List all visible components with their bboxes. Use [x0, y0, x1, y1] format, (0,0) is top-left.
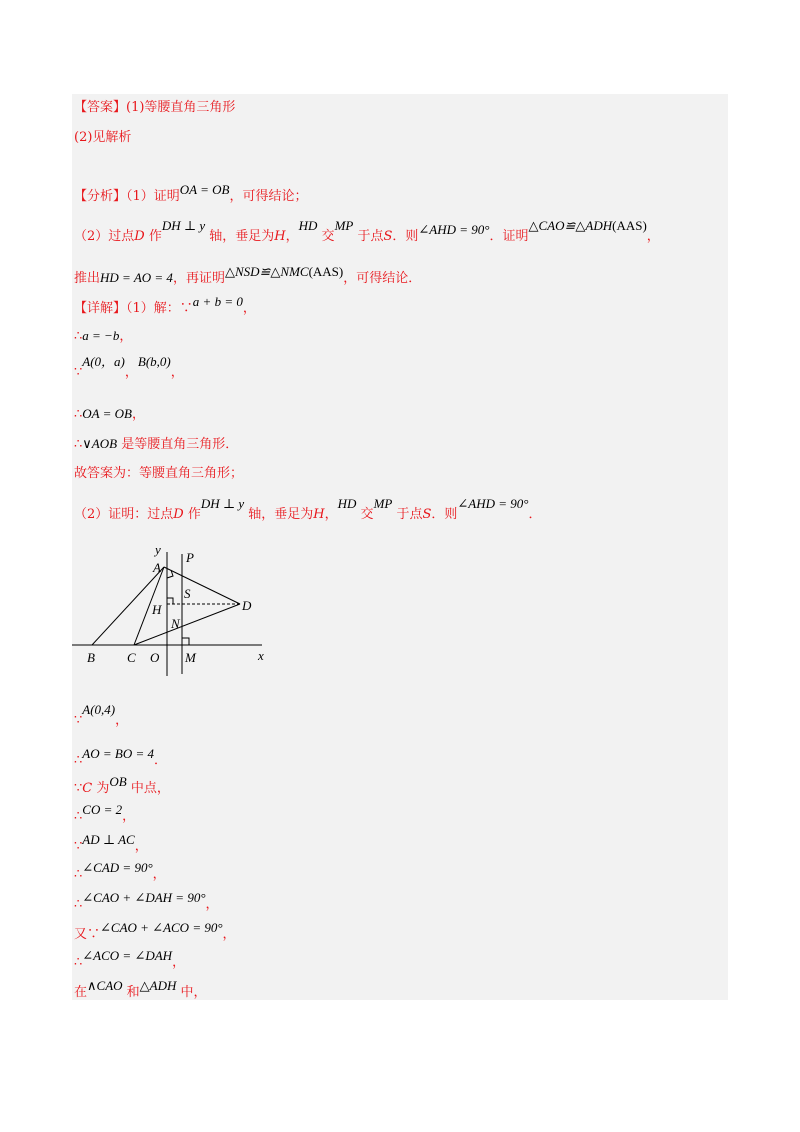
- proof-text: ∴: [74, 753, 83, 768]
- proof-text: 中，: [176, 985, 207, 1000]
- proof-text: ∴: [74, 867, 83, 882]
- detail-text: ．则: [431, 507, 458, 522]
- math-expression: ∠AHD = 90°: [457, 496, 529, 511]
- proof-line-10: [74, 978, 207, 1001]
- detail-text: 于点: [392, 507, 423, 522]
- proof-text: 和: [122, 985, 140, 1000]
- proof-text: ∵: [74, 713, 83, 728]
- math-expression: DH ⊥ y: [161, 218, 206, 233]
- proof-text: ，: [115, 713, 129, 728]
- analysis-text: 交: [317, 229, 335, 244]
- math-expression: MP: [334, 218, 354, 233]
- label-m: M: [185, 650, 196, 665]
- label-b: B: [87, 650, 95, 665]
- analysis-label: 【分析】: [74, 189, 127, 204]
- analysis-line-3: [74, 264, 422, 287]
- detail-text: ∴: [74, 329, 83, 344]
- math-expression: HD = AO = 4: [100, 270, 173, 285]
- detail-line-3: [74, 354, 184, 381]
- math-expression: ∨AOB: [82, 436, 118, 451]
- label-p: P: [186, 550, 194, 565]
- segment-cd: [134, 604, 240, 645]
- analysis-text: ，可得结论；: [229, 189, 308, 204]
- detail-text: ∴: [74, 407, 83, 422]
- analysis-text: ，: [646, 229, 660, 244]
- math-expression: (AAS): [612, 218, 647, 233]
- analysis-text: ．证明: [489, 229, 529, 244]
- math-expression: HD: [298, 218, 318, 233]
- detail-line-2: [74, 328, 132, 345]
- analysis-text: （1）证明: [126, 189, 180, 204]
- label-s: S: [184, 586, 191, 601]
- analysis-text: ．则: [392, 229, 419, 244]
- proof-text: 又∵: [74, 927, 101, 942]
- proof-text: 中点，: [126, 781, 170, 796]
- proof-text: 在: [74, 985, 88, 1000]
- proof-line-1: [74, 702, 129, 729]
- math-expression: △CAO≌△ADH: [528, 218, 613, 233]
- label-d: D: [242, 598, 252, 613]
- proof-text: ∴: [74, 897, 83, 912]
- label-y: y: [155, 542, 161, 557]
- point-label: H: [274, 229, 286, 244]
- proof-text: 为: [92, 781, 110, 796]
- detail-text: ，: [324, 507, 338, 522]
- detail-text: 故答案为：等腰直角三角形；: [74, 466, 244, 481]
- segment-ad: [164, 567, 240, 604]
- math-expression: MP: [373, 496, 393, 511]
- proof-text: ∵: [74, 781, 83, 796]
- label-n: N: [171, 616, 180, 631]
- math-expression: CO = 2: [82, 802, 123, 817]
- detail-text: 是等腰直角三角形．: [117, 437, 239, 452]
- math-expression: AD ⊥ AC: [82, 832, 135, 847]
- label-h: H: [152, 602, 162, 617]
- point-label: C: [82, 781, 93, 796]
- math-expression: ∠CAD = 90°: [82, 860, 153, 875]
- detail-text: 作: [183, 507, 201, 522]
- proof-text: ∴: [74, 955, 83, 970]
- detail-text: ∴: [74, 437, 83, 452]
- answer-label: 【答案】: [74, 100, 127, 115]
- math-expression: OA = OB: [179, 182, 230, 197]
- math-expression: △NSD≌△NMC: [224, 264, 309, 279]
- detail-text: （1）解：∵: [126, 301, 193, 316]
- geometry-figure: [72, 540, 282, 680]
- proof-line-6: [74, 860, 166, 883]
- proof-line-8: [74, 920, 236, 943]
- analysis-text: （2）过点: [74, 229, 135, 244]
- detail-text: ．: [528, 507, 542, 522]
- math-expression: A(0，a): [82, 354, 125, 369]
- proof-text: ∵: [74, 839, 83, 854]
- proof-line-2: [74, 746, 167, 769]
- detail-text: 交: [356, 507, 374, 522]
- math-expression: a = −b: [82, 328, 120, 343]
- math-expression: ∠ACO = ∠DAH: [82, 948, 173, 963]
- proof-text: ，: [152, 867, 166, 882]
- proof-line-9: [74, 948, 186, 971]
- detail-label: 【详解】: [74, 301, 127, 316]
- analysis-text: ，可得结论．: [343, 271, 422, 286]
- point-label: D: [134, 229, 145, 244]
- point-label: S: [383, 229, 393, 244]
- proof-line-4: [74, 802, 136, 825]
- detail-line-5: [74, 436, 238, 453]
- proof-text: ，: [172, 955, 186, 970]
- analysis-line-2: [74, 218, 660, 245]
- math-expression: ∠CAO + ∠ACO = 90°: [100, 920, 223, 935]
- label-x: x: [258, 648, 264, 663]
- detail-text: ，: [242, 301, 256, 316]
- label-o: O: [150, 650, 160, 665]
- detail-text: ∵: [74, 365, 83, 380]
- math-expression: (AAS): [308, 264, 344, 279]
- right-angle-h: [167, 598, 173, 604]
- proof-text: ，: [122, 809, 136, 824]
- answer-line-2: [74, 130, 131, 146]
- right-angle-m: [182, 638, 189, 645]
- point-label: H: [313, 507, 325, 522]
- math-expression: DH ⊥ y: [200, 496, 245, 511]
- analysis-text: 推出: [74, 271, 101, 286]
- detail-line-4: [74, 406, 145, 423]
- proof-line-5: [74, 832, 148, 855]
- detail-text: 轴，垂足为: [244, 507, 314, 522]
- detail-text: ，: [119, 329, 133, 344]
- label-c: C: [127, 650, 136, 665]
- math-expression: △ADH: [139, 978, 177, 993]
- analysis-text: 于点: [353, 229, 384, 244]
- point-label: D: [173, 507, 184, 522]
- analysis-line-1: [74, 182, 308, 205]
- proof-text: ，: [222, 927, 236, 942]
- math-expression: ∠AHD = 90°: [418, 222, 490, 237]
- label-a: A: [153, 560, 161, 575]
- math-expression: ∧CAO: [87, 978, 123, 993]
- proof-text: ．: [153, 753, 167, 768]
- analysis-text: 作: [144, 229, 162, 244]
- analysis-text: 轴，垂足为: [205, 229, 275, 244]
- detail-text: （2）证明：过点: [74, 507, 174, 522]
- proof-line-7: [74, 890, 219, 913]
- math-expression: OB: [109, 774, 127, 789]
- proof-line-3: [74, 774, 170, 797]
- detail-text: ，: [131, 407, 145, 422]
- answer-line-1: [74, 100, 235, 116]
- detail-line-7: [74, 496, 542, 523]
- math-expression: a + b = 0: [192, 294, 243, 309]
- math-expression: AO = BO = 4: [82, 746, 154, 761]
- proof-text: ∴: [74, 809, 83, 824]
- proof-text: ，: [205, 897, 219, 912]
- answer-part2: (2)见解析: [74, 130, 132, 145]
- detail-text: ，: [124, 365, 138, 380]
- analysis-text: ，再证明: [172, 271, 225, 286]
- math-expression: A(0,4): [82, 702, 116, 717]
- answer-part1: (1)等腰直角三角形: [126, 100, 236, 115]
- math-expression: B(b,0): [137, 354, 171, 369]
- math-expression: OA = OB: [82, 406, 132, 421]
- detail-line-6: [74, 466, 243, 482]
- analysis-text: ，: [285, 229, 299, 244]
- math-expression: HD: [337, 496, 357, 511]
- proof-text: ，: [134, 839, 148, 854]
- point-label: S: [422, 507, 432, 522]
- detail-line-1: [74, 294, 256, 317]
- math-expression: ∠CAO + ∠DAH = 90°: [82, 890, 206, 905]
- detail-text: ，: [170, 365, 184, 380]
